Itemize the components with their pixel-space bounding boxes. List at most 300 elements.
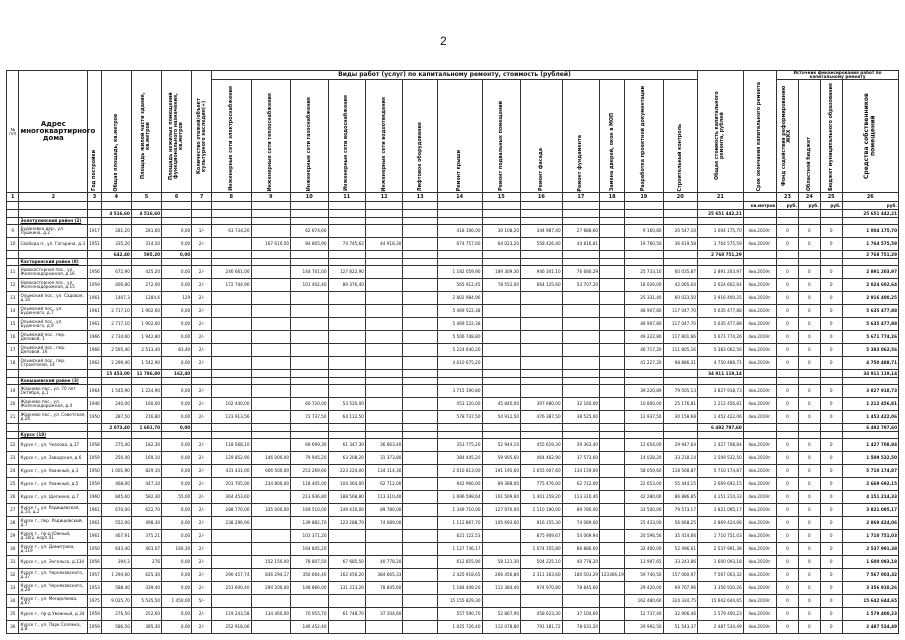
row-number: 19 xyxy=(7,385,19,398)
row-regional: 0 xyxy=(798,344,820,357)
row-own: 1 579 400,23 xyxy=(842,608,898,621)
row-area-living: 5 535,50 xyxy=(131,595,161,608)
row-regional: 0 xyxy=(798,621,820,634)
empty-cell xyxy=(625,218,664,225)
row-number: 22 xyxy=(7,439,19,452)
row-regional: 0 xyxy=(798,398,820,411)
row-work-cost: 70 955,70 xyxy=(291,608,328,621)
row-regional: 0 xyxy=(798,385,820,398)
unit-label: руб. xyxy=(842,202,898,210)
empty-cell xyxy=(88,424,102,432)
row-work-cost: 22 653,00 xyxy=(625,478,664,491)
empty-cell xyxy=(328,202,365,210)
empty-cell xyxy=(697,432,743,439)
row-address: Олымский пос., ул. Буденного, д.7 xyxy=(19,305,88,318)
empty-cell xyxy=(437,210,482,218)
section-total-row xyxy=(7,370,899,378)
row-municipal: 0 xyxy=(820,465,842,478)
empty-cell xyxy=(600,370,625,378)
row-work-cost xyxy=(328,305,365,318)
row-own: 2 669 692,15 xyxy=(842,478,898,491)
row-work-cost: 335 000,00 xyxy=(251,504,291,517)
row-work-cost: 55 444,15 xyxy=(663,478,697,491)
row-work-cost: 25 176,81 xyxy=(663,398,697,411)
row-work-cost xyxy=(251,331,291,344)
section-title: Конышевский район (3) xyxy=(19,378,88,385)
row-work-cost: 58 059,60 xyxy=(625,465,664,478)
empty-cell xyxy=(743,218,776,225)
row-work-cost xyxy=(482,385,521,398)
column-number: 1 xyxy=(7,193,19,202)
row-regional: 0 xyxy=(798,439,820,452)
row-work-cost: 118 568,87 xyxy=(663,465,697,478)
empty-cell xyxy=(663,218,697,225)
row-area-living: 1 902,60 xyxy=(131,318,161,331)
row-work-cost: 164 845,20 xyxy=(291,543,328,556)
row-work-cost: 418 106,00 xyxy=(437,225,482,238)
row-total-cost: 2 891 203,97 xyxy=(697,266,743,279)
empty-cell xyxy=(365,432,402,439)
row-year: 1950 xyxy=(88,543,102,556)
row-total-cost: 4 151 214,33 xyxy=(697,491,743,504)
row-regional: 0 xyxy=(798,225,820,238)
section-title-row xyxy=(7,259,899,266)
row-work-cost xyxy=(600,491,625,504)
row-work-cost xyxy=(600,478,625,491)
header-work-7: Ремонт подвальных помещений xyxy=(482,80,521,193)
row-work-cost xyxy=(521,357,563,370)
column-number-row xyxy=(7,193,899,202)
row-work-cost: 234 800,00 xyxy=(251,478,291,491)
row-work-cost: 180 503,29 xyxy=(562,569,599,582)
row-year: 1960 xyxy=(88,491,102,504)
row-area-living: 252,60 xyxy=(131,608,161,621)
row-work-cost xyxy=(600,621,625,634)
empty-cell xyxy=(328,259,365,266)
row-area-total: 672,90 xyxy=(101,266,131,279)
row-work-cost xyxy=(562,292,599,305)
header-work-4: Инженерные сети водоотведения xyxy=(365,80,402,193)
row-work-cost xyxy=(403,530,437,543)
empty-cell xyxy=(521,378,563,385)
empty-cell xyxy=(743,370,776,378)
row-culture: 2/- xyxy=(192,465,212,478)
table-row xyxy=(7,569,899,582)
empty-cell xyxy=(743,424,776,432)
row-work-cost: 112 384,40 xyxy=(482,582,521,595)
row-municipal: 0 xyxy=(820,608,842,621)
empty-cell xyxy=(562,424,599,432)
row-area-nonres: 55,00 xyxy=(162,491,192,504)
row-work-cost xyxy=(403,556,437,569)
row-deadline: 4кв.2019г. xyxy=(743,344,776,357)
row-fund: 0 xyxy=(777,504,799,517)
row-address: Олымский пос., пер. Деповой, 16 xyxy=(19,344,88,357)
empty-cell xyxy=(820,378,842,385)
row-fund: 0 xyxy=(777,556,799,569)
row-work-cost: 458 623,30 xyxy=(521,608,563,621)
row-municipal: 0 xyxy=(820,344,842,357)
row-area-total: 1407,3 xyxy=(101,292,131,305)
column-number: 19 xyxy=(625,193,664,202)
empty-cell xyxy=(192,370,212,378)
row-deadline: 4кв.2019г. xyxy=(743,465,776,478)
row-area-nonres: 0,00 xyxy=(162,439,192,452)
empty-cell xyxy=(600,218,625,225)
row-work-cost xyxy=(403,621,437,634)
row-work-cost: 60 035,87 xyxy=(663,266,697,279)
row-total-cost: 3 827 918,73 xyxy=(697,385,743,398)
row-work-cost: 290 457,74 xyxy=(211,569,251,582)
row-culture: 2/- xyxy=(192,292,212,305)
empty-cell xyxy=(820,218,842,225)
row-area-living: 281,60 xyxy=(131,225,161,238)
row-work-cost: 113 310,40 xyxy=(562,491,599,504)
row-work-cost: 364 453,60 xyxy=(211,491,251,504)
row-work-cost: 20 547,10 xyxy=(663,225,697,238)
table-row xyxy=(7,411,899,424)
column-number: 8 xyxy=(211,193,251,202)
row-work-cost: 2 311 163,60 xyxy=(521,569,563,582)
row-deadline: 4кв.2019г. xyxy=(743,621,776,634)
empty-cell xyxy=(192,202,212,210)
row-total-cost: 1 427 708,84 xyxy=(697,439,743,452)
row-deadline: 4кв.2019г. xyxy=(743,452,776,465)
row-year: 1917 xyxy=(88,225,102,238)
row-deadline: 4кв.2019г. xyxy=(743,225,776,238)
header-fund: Фонд содействия реформированию ЖКХ xyxy=(777,80,799,193)
row-area-living: 447,10 xyxy=(131,478,161,491)
row-area-nonres: 0,00 xyxy=(162,318,192,331)
empty-cell xyxy=(820,424,842,432)
row-work-cost: 252 918,06 xyxy=(211,621,251,634)
row-work-cost xyxy=(403,398,437,411)
row-address: Курск г., ул. Энгельса, д.134 xyxy=(19,556,88,569)
row-deadline: 4кв.2019г. xyxy=(743,398,776,411)
empty-cell xyxy=(562,370,599,378)
row-work-cost xyxy=(403,266,437,279)
row-work-cost: 62 712,00 xyxy=(562,478,599,491)
row-work-cost xyxy=(403,279,437,292)
row-work-cost: 161 509,60 xyxy=(482,491,521,504)
row-regional: 0 xyxy=(798,530,820,543)
row-total-cost: 5 635 477,88 xyxy=(697,305,743,318)
empty-cell xyxy=(88,210,102,218)
header-work-8: Ремонт фасада xyxy=(521,80,563,193)
table-row xyxy=(7,621,899,634)
empty-cell xyxy=(820,259,842,266)
row-area-living: 276 xyxy=(131,556,161,569)
empty-cell xyxy=(328,251,365,259)
column-number: 11 xyxy=(328,193,365,202)
row-work-cost xyxy=(365,543,402,556)
header-work-1: Инженерные сети теплоснабжения xyxy=(251,80,291,193)
row-work-cost: 112 078,80 xyxy=(482,621,521,634)
empty-cell xyxy=(842,432,898,439)
row-area-nonres: 0,00 xyxy=(162,411,192,424)
row-work-cost: 353 775,20 xyxy=(437,439,482,452)
row-work-cost xyxy=(403,465,437,478)
row-number: 23 xyxy=(7,452,19,465)
row-work-cost: 79 573,17 xyxy=(663,504,697,517)
row-work-cost: 54 912,50 xyxy=(482,411,521,424)
row-municipal: 0 xyxy=(820,292,842,305)
row-regional: 0 xyxy=(798,318,820,331)
empty-cell xyxy=(88,251,102,259)
empty-cell xyxy=(211,251,251,259)
row-work-cost xyxy=(251,385,291,398)
row-work-cost: 78 631,20 xyxy=(562,621,599,634)
row-fund: 0 xyxy=(777,225,799,238)
row-work-cost xyxy=(482,357,521,370)
row-deadline: 4кв.2019г. xyxy=(743,266,776,279)
row-fund: 0 xyxy=(777,465,799,478)
row-own: 15 642 644,65 xyxy=(842,595,898,608)
row-work-cost xyxy=(291,385,328,398)
row-work-cost: 53 707,20 xyxy=(562,279,599,292)
row-fund: 0 xyxy=(777,439,799,452)
empty-cell xyxy=(777,432,799,439)
row-year: 1964 xyxy=(88,385,102,398)
empty-cell xyxy=(291,210,328,218)
row-municipal: 0 xyxy=(820,331,842,344)
empty-cell xyxy=(743,259,776,266)
row-work-cost xyxy=(403,504,437,517)
row-number: 31 xyxy=(7,556,19,569)
unit-label: кв.метров xyxy=(743,202,776,210)
empty-cell xyxy=(625,202,664,210)
column-number: 23 xyxy=(777,193,799,202)
row-work-cost: 266 456,80 xyxy=(482,569,521,582)
row-own: 4 151 214,33 xyxy=(842,491,898,504)
empty-cell xyxy=(211,202,251,210)
row-number: 10 xyxy=(7,238,19,251)
row-work-cost: 1 110 190,00 xyxy=(521,504,563,517)
row-work-cost xyxy=(403,305,437,318)
section-total-row xyxy=(7,251,899,259)
empty-cell xyxy=(820,432,842,439)
total-area-living: 4 516,60 xyxy=(131,210,161,218)
row-work-cost xyxy=(365,344,402,357)
empty-cell xyxy=(403,210,437,218)
row-total-cost: 2 487 534,49 xyxy=(697,621,743,634)
empty-cell xyxy=(482,210,521,218)
row-number: 35 xyxy=(7,608,19,621)
row-area-living: 425,20 xyxy=(131,266,161,279)
row-work-cost xyxy=(251,318,291,331)
row-fund: 0 xyxy=(777,305,799,318)
column-number: 10 xyxy=(291,193,328,202)
row-own: 2 869 424,06 xyxy=(842,517,898,530)
row-total-cost: 5 671 774,26 xyxy=(697,331,743,344)
row-number: 18 xyxy=(7,357,19,370)
row-work-cost xyxy=(403,608,437,621)
empty-cell xyxy=(625,259,664,266)
column-number: 13 xyxy=(403,193,437,202)
empty-cell xyxy=(697,259,743,266)
row-culture: 2/- xyxy=(192,279,212,292)
row-year: 1975 xyxy=(88,595,102,608)
header-year: Год постройки xyxy=(88,71,102,193)
row-area-total: 2 299,40 xyxy=(101,357,131,370)
row-work-cost: 565 912,45 xyxy=(437,279,482,292)
row-work-cost: 33 500,00 xyxy=(625,504,664,517)
row-address: Жарнево пос., ул. Железнодорожная, д.4 xyxy=(19,398,88,411)
row-address: Курск г., пер. Радищевский, д.7 xyxy=(19,517,88,530)
empty-cell xyxy=(798,251,820,259)
row-work-cost: 78 845,60 xyxy=(365,582,402,595)
row-work-cost: 942 966,00 xyxy=(437,478,482,491)
empty-cell xyxy=(403,202,437,210)
empty-cell xyxy=(211,432,251,439)
row-area-nonres: 0,00 xyxy=(162,582,192,595)
row-year: 1946 xyxy=(88,398,102,411)
row-work-cost xyxy=(211,357,251,370)
section-total-own: 6 492 797,60 xyxy=(842,424,898,432)
row-work-cost: 344 987,40 xyxy=(521,225,563,238)
row-work-cost xyxy=(251,517,291,530)
total-cost: 25 651 442,21 xyxy=(697,210,743,218)
empty-cell xyxy=(211,378,251,385)
empty-cell xyxy=(19,210,88,218)
row-number: 25 xyxy=(7,478,19,491)
row-deadline: 4кв.2019г. xyxy=(743,238,776,251)
row-year: 1961 xyxy=(88,305,102,318)
row-culture: 5/- xyxy=(192,595,212,608)
row-area-nonres: 0,00 xyxy=(162,398,192,411)
empty-cell xyxy=(131,432,161,439)
header-work-12: Строительный контроль xyxy=(663,80,697,193)
empty-cell xyxy=(88,259,102,266)
empty-cell xyxy=(101,432,131,439)
row-fund: 0 xyxy=(777,608,799,621)
empty-cell xyxy=(777,251,799,259)
empty-cell xyxy=(365,370,402,378)
row-work-cost: 52 496,61 xyxy=(663,543,697,556)
row-work-cost xyxy=(365,385,402,398)
row-work-cost: 15 155 829,30 xyxy=(437,595,482,608)
empty-cell xyxy=(600,259,625,266)
row-work-cost: 2 425 918,65 xyxy=(437,569,482,582)
row-own: 4 750 488,71 xyxy=(842,357,898,370)
row-work-cost xyxy=(482,344,521,357)
row-work-cost xyxy=(600,465,625,478)
row-area-total: 1 001,90 xyxy=(101,465,131,478)
row-work-cost xyxy=(291,292,328,305)
empty-cell xyxy=(291,202,328,210)
row-work-cost: 350 664,40 xyxy=(291,569,328,582)
row-work-cost xyxy=(328,292,365,305)
table-row xyxy=(7,398,899,411)
row-work-cost xyxy=(403,238,437,251)
row-address: Курск г., ул. Радищевская, д.14, д.2 xyxy=(19,504,88,517)
row-area-nonres: 0,00 xyxy=(162,279,192,292)
section-title-row xyxy=(7,378,899,385)
row-work-cost: 35 414,66 xyxy=(663,530,697,543)
empty-cell xyxy=(521,432,563,439)
row-work-cost: 152 150,00 xyxy=(251,556,291,569)
row-work-cost: 246 661,00 xyxy=(211,266,251,279)
row-area-nonres: 0,00 xyxy=(162,569,192,582)
header-deadline: Срок окончания капитального ремонта xyxy=(743,71,776,193)
row-area-living: 1284,6 xyxy=(131,292,161,305)
row-work-cost: 89 780,00 xyxy=(562,504,599,517)
empty-cell xyxy=(697,202,743,210)
row-regional: 0 xyxy=(798,582,820,595)
table-row xyxy=(7,543,899,556)
row-year: 1956 xyxy=(88,556,102,569)
row-work-cost: 59 905,60 xyxy=(482,452,521,465)
row-area-living: 622,70 xyxy=(131,504,161,517)
row-area-living: 582,30 xyxy=(131,491,161,504)
row-deadline: 4кв.2019г. xyxy=(743,357,776,370)
table-row xyxy=(7,491,899,504)
row-work-cost: 39 363,40 xyxy=(562,439,599,452)
row-work-cost xyxy=(365,621,402,634)
row-regional: 0 xyxy=(798,543,820,556)
empty-cell xyxy=(101,259,131,266)
row-work-cost: 384 445,20 xyxy=(437,452,482,465)
row-total-cost: 2 669 692,15 xyxy=(697,478,743,491)
row-culture: 2/- xyxy=(192,569,212,582)
row-work-cost xyxy=(291,305,328,318)
row-work-cost xyxy=(251,292,291,305)
empty-cell xyxy=(625,251,664,259)
row-work-cost xyxy=(403,357,437,370)
table-row xyxy=(7,556,899,569)
row-culture: 2/- xyxy=(192,357,212,370)
row-work-cost xyxy=(521,385,563,398)
row-fund: 0 xyxy=(777,385,799,398)
row-work-cost: 13 997,65 xyxy=(625,556,664,569)
row-work-cost xyxy=(482,292,521,305)
row-work-cost: 74 089,00 xyxy=(562,517,599,530)
empty-cell xyxy=(251,202,291,210)
row-year: 1959 xyxy=(88,452,102,465)
row-year: 1961 xyxy=(88,530,102,543)
empty-cell xyxy=(7,378,19,385)
row-own: 5 671 774,26 xyxy=(842,331,898,344)
row-work-cost: 30 158,68 xyxy=(663,411,697,424)
row-work-cost: 384 665,33 xyxy=(365,569,402,582)
row-work-cost xyxy=(403,292,437,305)
row-work-cost xyxy=(482,305,521,318)
row-year: 1959 xyxy=(88,478,102,491)
empty-cell xyxy=(192,432,212,439)
row-deadline: 4кв.2019г. xyxy=(743,292,776,305)
row-work-cost xyxy=(211,292,251,305)
row-work-cost: 33 243,86 xyxy=(663,556,697,569)
empty-cell xyxy=(663,370,697,378)
empty-cell xyxy=(482,432,521,439)
section-total-area-nonres: 162,40 xyxy=(162,370,192,378)
row-work-cost xyxy=(211,543,251,556)
row-work-cost xyxy=(251,621,291,634)
row-total-cost: 5 383 062,56 xyxy=(697,344,743,357)
empty-cell xyxy=(798,218,820,225)
row-work-cost: 41 227,20 xyxy=(625,357,664,370)
row-address: Олымский пос., ул. Садовая, д.16 xyxy=(19,292,88,305)
row-area-total: 670,00 xyxy=(101,504,131,517)
row-work-cost: 875 909,67 xyxy=(521,530,563,543)
row-work-cost xyxy=(482,530,521,543)
row-work-cost: 162 480,60 xyxy=(625,595,664,608)
row-work-cost xyxy=(328,331,365,344)
row-work-cost xyxy=(328,621,365,634)
row-total-cost: 1 509 532,50 xyxy=(697,452,743,465)
row-area-living: 160,00 xyxy=(131,398,161,411)
row-municipal: 0 xyxy=(820,491,842,504)
